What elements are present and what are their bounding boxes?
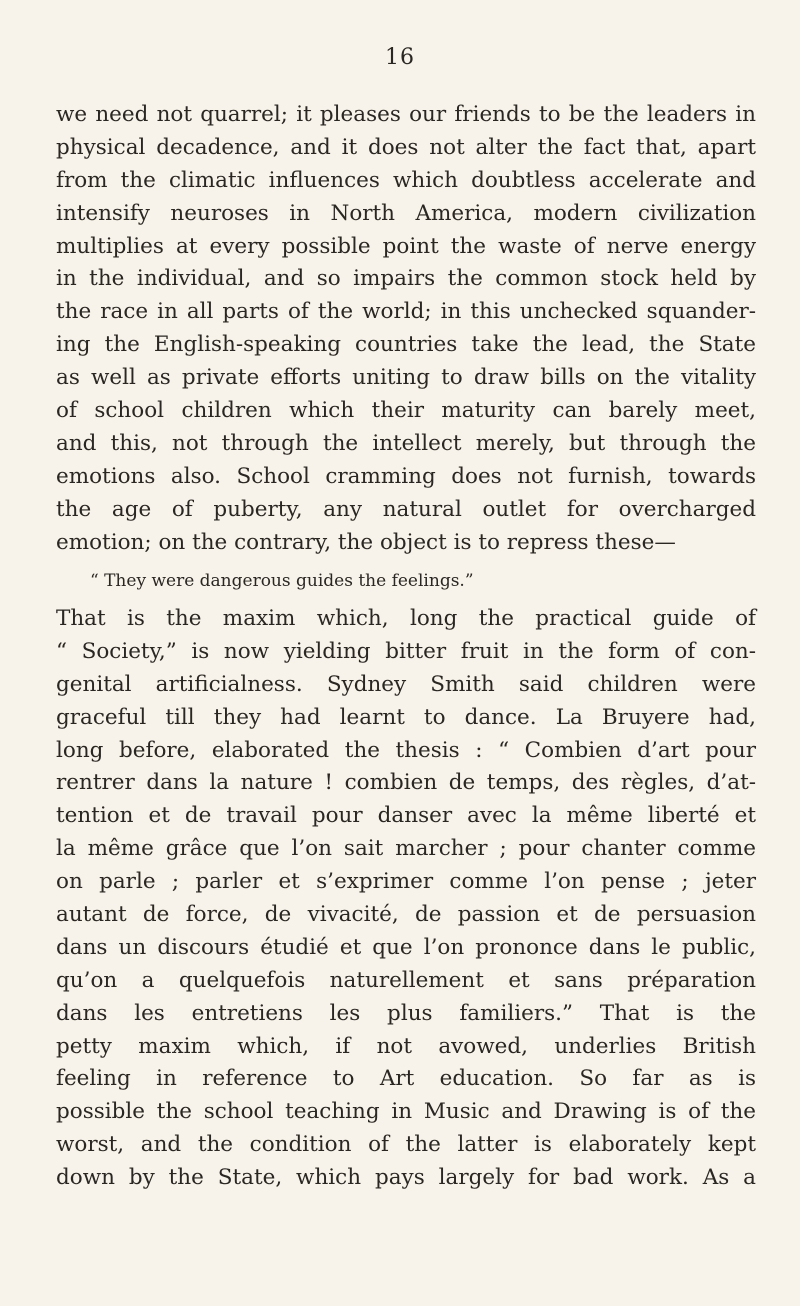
- text-line: of school children which their maturity can barely meet,: [56, 398, 756, 424]
- text-line: physical decadence, and it does not alter the fact that, apart: [56, 134, 756, 160]
- text-line: down by the State, which pays largely for bad work. As a: [56, 1165, 756, 1191]
- text-line: autant de force, de vivacité, de passion et de persuasion: [56, 902, 756, 928]
- text-line: la même grâce que l’on sait marcher ; pour chanter comme: [56, 836, 756, 862]
- text-line: the age of puberty, any natural outlet for overcharged: [56, 496, 756, 522]
- text-line: intensify neuroses in North America, modern civilization: [56, 200, 756, 226]
- text-line: emotion; on the contrary, the object is to repress these—: [56, 529, 676, 555]
- text-line: qu’on a quelquefois naturellement et sans préparation: [56, 967, 756, 993]
- text-line: from the climatic influences which doubtless accelerate and: [56, 167, 756, 193]
- text-line: That is the maxim which, long the practical guide of: [56, 606, 756, 631]
- text-line: as well as private efforts uniting to draw bills on the vitality: [56, 365, 756, 391]
- text-line: multiplies at every possible point the waste of nerve energy: [56, 233, 756, 259]
- text-line: graceful till they had learnt to dance. La Bruyere had,: [56, 704, 756, 730]
- page-number: 16: [385, 45, 415, 70]
- paragraph-1: [56, 99, 756, 559]
- block-quote: “ They were dangerous guides the feelings.”: [90, 571, 474, 591]
- text-line: tention et de travail pour danser avec la même liberté et: [56, 803, 756, 829]
- text-line: possible the school teaching in Music and Drawing is of the: [56, 1099, 756, 1125]
- paragraph-2: [56, 603, 756, 1195]
- text-line: “ Society,” is now yielding bitter fruit in the form of con-: [56, 638, 756, 664]
- text-line: and this, not through the intellect merely, but through the: [56, 430, 756, 456]
- text-line: emotions also. School cramming does not furnish, towards: [56, 463, 756, 489]
- text-line: dans un discours étudié et que l’on prononce dans le public,: [56, 934, 756, 960]
- text-line: feeling in reference to Art education. So far as is: [56, 1066, 756, 1092]
- text-line: petty maxim which, if not avowed, underlies British: [56, 1033, 756, 1059]
- text-line: in the individual, and so impairs the common stock held by: [56, 266, 756, 292]
- text-line: ing the English-speaking countries take the lead, the State: [56, 332, 756, 358]
- text-line: we need not quarrel; it pleases our friends to be the leaders in: [56, 102, 756, 127]
- text-line: the race in all parts of the world; in this unchecked squander-: [56, 299, 756, 325]
- text-line: long before, elaborated the thesis : “ Combien d’art pour: [56, 737, 756, 763]
- text-line: dans les entretiens les plus familiers.” That is the: [56, 1000, 756, 1026]
- text-line: rentrer dans la nature ! combien de temps, des règles, d’at-: [56, 770, 756, 796]
- text-line: genital artificialness. Sydney Smith said children were: [56, 671, 756, 697]
- text-line: on parle ; parler et s’exprimer comme l’on pense ; jeter: [56, 869, 756, 895]
- text-line: worst, and the condition of the latter is elaborately kept: [56, 1132, 756, 1158]
